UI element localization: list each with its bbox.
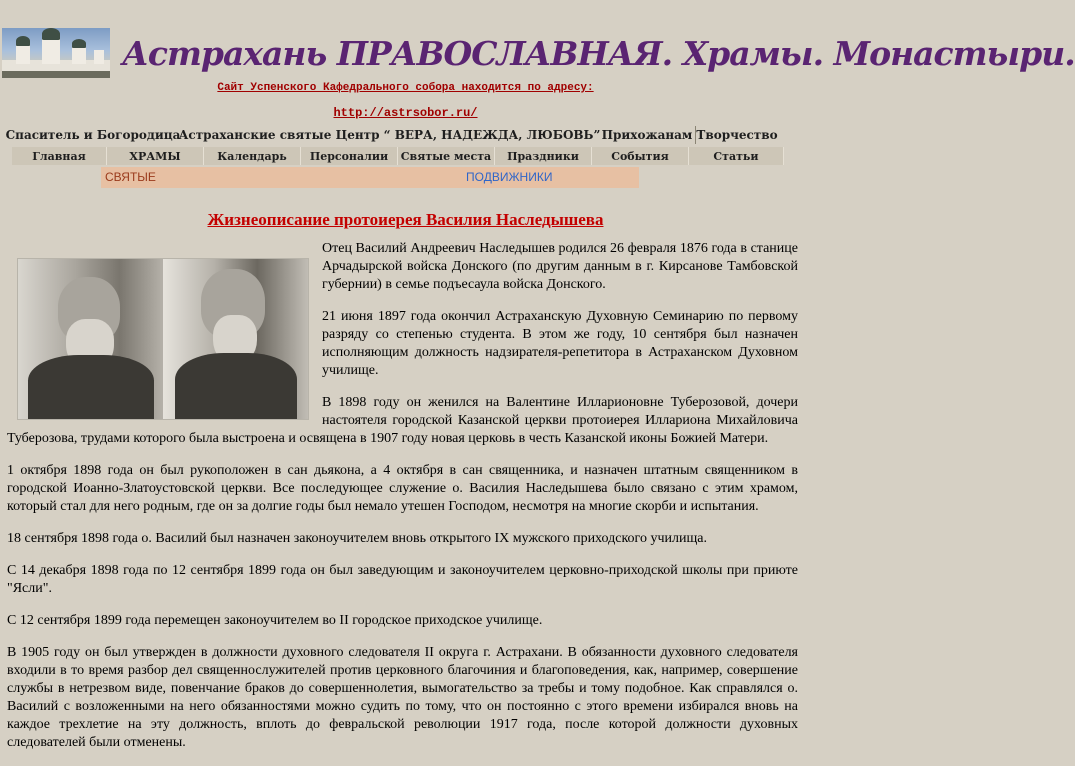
article-paragraph: 18 сентября 1898 года о. Василий был назначен законоучителем вновь открытого IX мужского приходского училища. — [7, 531, 707, 546]
priest-portrait-photo — [17, 258, 309, 420]
cathedral-site-note-link[interactable]: Сайт Успенского Кафедрального собора находится по адресу: — [217, 82, 594, 94]
article-body — [7, 240, 798, 766]
article-paragraph: 1 октября 1898 года он был рукоположен в сан дьякона, а 4 октября в сан священника, и назначен штатным священником в городской Иоанно-Златоустовской церкви. Все последующее служение о. Василия Наследышева было связано с этим храмом, который стал для него родным, где он за долгие годы был немало утешен Господом, несмотря на многие скорби и испытания. — [7, 463, 798, 514]
main-navigation — [0, 147, 811, 165]
article-paragraph: В 1905 году он был утвержден в должности духовного следователя II округа г. Астрахани. В обязанности духовного следователя входили в то время разбор дел священнослужителей против церковного благочиния и благоповедения, как, например, совершение службы в нетрезвом виде, повенчание браков до совершеннолетия, вымогательство за требы и тому подобное. Как справлялся о. Василий с возложенными на него обязанностями можно судить по тому, что он постоянно с этого времени избирался вновь на каждое трехлетие на эту должность, вплоть до февральской революции 1917 года, после которой должности духовных следователей были отменены. — [7, 645, 798, 750]
nav-churches[interactable]: ХРАМЫ — [107, 147, 204, 165]
nav-astrakhan-saints[interactable]: Астраханские святые — [178, 128, 332, 142]
nav-faith-hope-love-center[interactable]: Центр “ ВЕРА, НАДЕЖДА, ЛЮБОВЬ” — [335, 128, 601, 142]
article-paragraph: 21 июня 1897 года окончил Астраханскую Духовную Семинарию по первому разряду со степенью студента. В этом же году, 10 сентября был назначен исполняющим должность надзирателя-репетитора в Астраханском Духовном училище. — [322, 309, 798, 378]
nav-personalities[interactable]: Персоналии — [301, 147, 398, 165]
nav-holy-places[interactable]: Святые места — [398, 147, 495, 165]
nav-feasts[interactable]: Праздники — [495, 147, 592, 165]
site-title: Астрахань ПРАВОСЛАВНАЯ. Храмы. Монастыри. — [122, 34, 1075, 73]
article-paragraph: С 12 сентября 1899 года перемещен законоучителем во II городское приходское училище. — [7, 613, 543, 628]
sub-navigation — [101, 167, 639, 188]
article-paragraph: Отец Василий Андреевич Наследышев родился 26 февраля 1876 года в станице Арчадырской войска Донского (по другим данным в г. Кирсанове Тамбовской губернии) в семье подъесаула войска Донского. — [322, 241, 798, 292]
nav-creativity[interactable]: Творчество — [696, 128, 778, 142]
nav-events[interactable]: События — [592, 147, 689, 165]
cathedral-site-url-link[interactable]: http://astrsobor.ru/ — [333, 106, 478, 120]
nav-savior-and-theotokos[interactable]: Спаситель и Богородица — [5, 128, 181, 142]
article-paragraph: С 14 декабря 1898 года по 12 сентября 1899 года он был заведующим и законоучителем церковно-приходской школы при приюте "Ясли". — [7, 563, 798, 596]
article-paragraph: В 1898 году он женился на Валентине Илларионовне Туберозовой, дочери настоятеля городской Казанской церкви протоиерея Иллариона Михайловича Туберозова, трудами которого была выстроена и освящена в 1907 году новая церковь в честь Казанской иконы Божией Матери. — [7, 395, 798, 446]
subnav-saints-link[interactable]: СВЯТЫЕ — [105, 170, 156, 184]
nav-home[interactable]: Главная — [12, 147, 107, 165]
subnav-ascetics-link[interactable]: ПОДВИЖНИКИ — [466, 170, 553, 184]
nav-articles[interactable]: Статьи — [689, 147, 784, 165]
nav-parishioners[interactable]: Прихожанам — [601, 128, 693, 142]
site-banner — [0, 28, 1075, 80]
nav-calendar[interactable]: Календарь — [204, 147, 301, 165]
kremlin-photo — [2, 28, 110, 78]
top-navigation — [0, 124, 811, 146]
article-title[interactable]: Жизнеописание протоиерея Василия Наследышева — [207, 210, 604, 229]
